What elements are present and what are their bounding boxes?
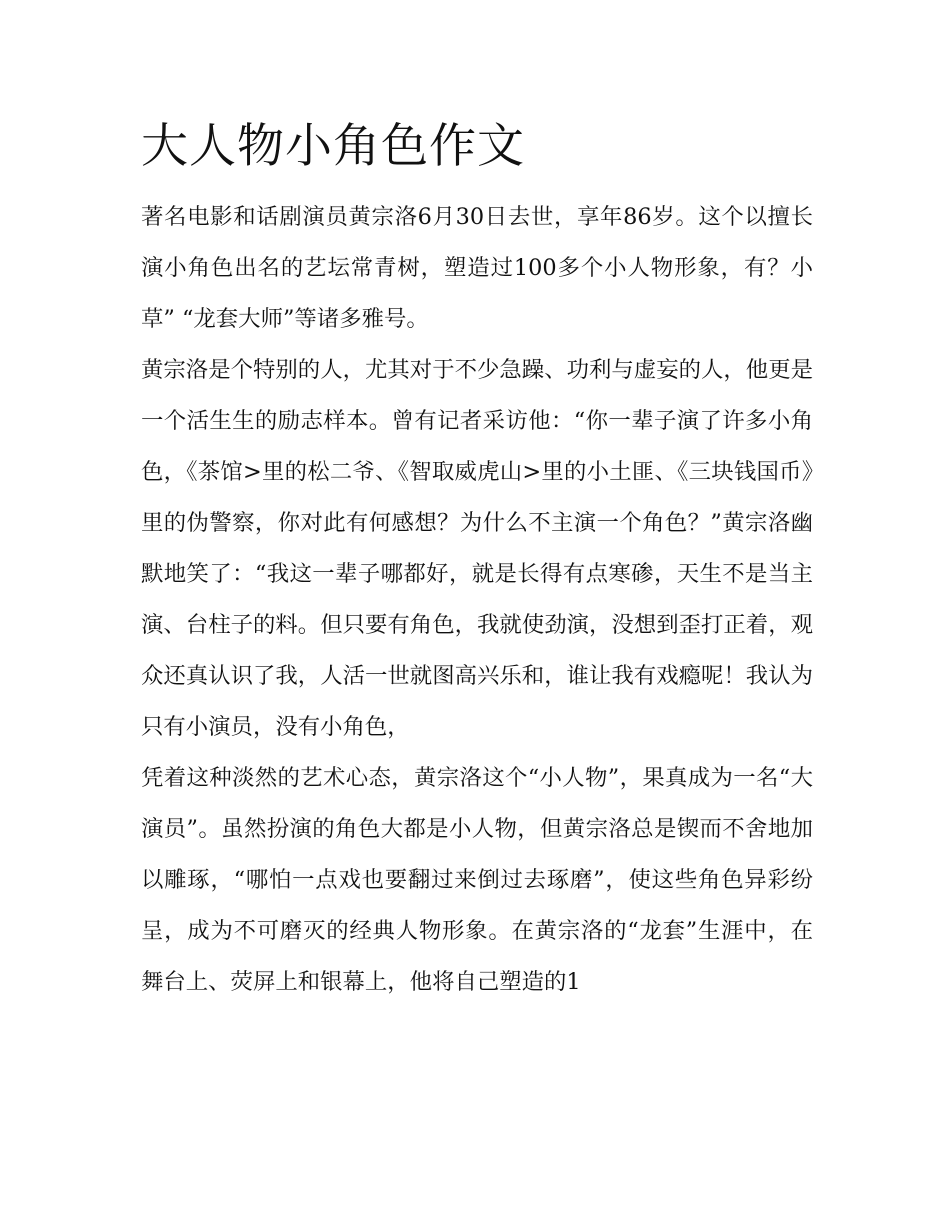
- document-body: [141, 112, 813, 1008]
- paragraph-3: 凭着这种淡然的艺术心态，黄宗洛这个“小人物”，果真成为一名“大演员”。虽然扮演的角色大都是小人物，但黄宗洛总是锲而不舍地加以雕琢，“哪怕一点戏也要翻过来倒过去琢磨”，使这些角色异彩纷呈，成为不可磨灭的经典人物形象。在黄宗洛的“龙套”生涯中，在舞台上、荧屏上和银幕上，他将自己塑造的1: [141, 765, 813, 995]
- paragraph-2: 黄宗洛是个特别的人，尤其对于不少急躁、功利与虚妄的人，他更是一个活生生的励志样本。曾有记者采访他：“你一辈子演了许多小角色，《茶馆>里的松二爷、《智取威虎山>里的小土匪、《三块钱国币》里的伪警察，你对此有何感想？为什么不主演一个角色？”黄宗洛幽默地笑了：“我这一辈子哪都好，就是长得有点寒碜，天生不是当主演、台柱子的料。但只要有角色，我就使劲演，没想到歪打正着，观众还真认识了我，人活一世就图高兴乐和，谁让我有戏瘾呢！我认为只有小演员，没有小角色，: [141, 357, 813, 740]
- paragraph-1: 著名电影和话剧演员黄宗洛6月30日去世，享年86岁。这个以擅长演小角色出名的艺坛常青树，塑造过100多个小人物形象，有？小草” “龙套大师”等诸多雅号。: [141, 204, 813, 332]
- document-title: 大人物小角色作文: [141, 119, 525, 174]
